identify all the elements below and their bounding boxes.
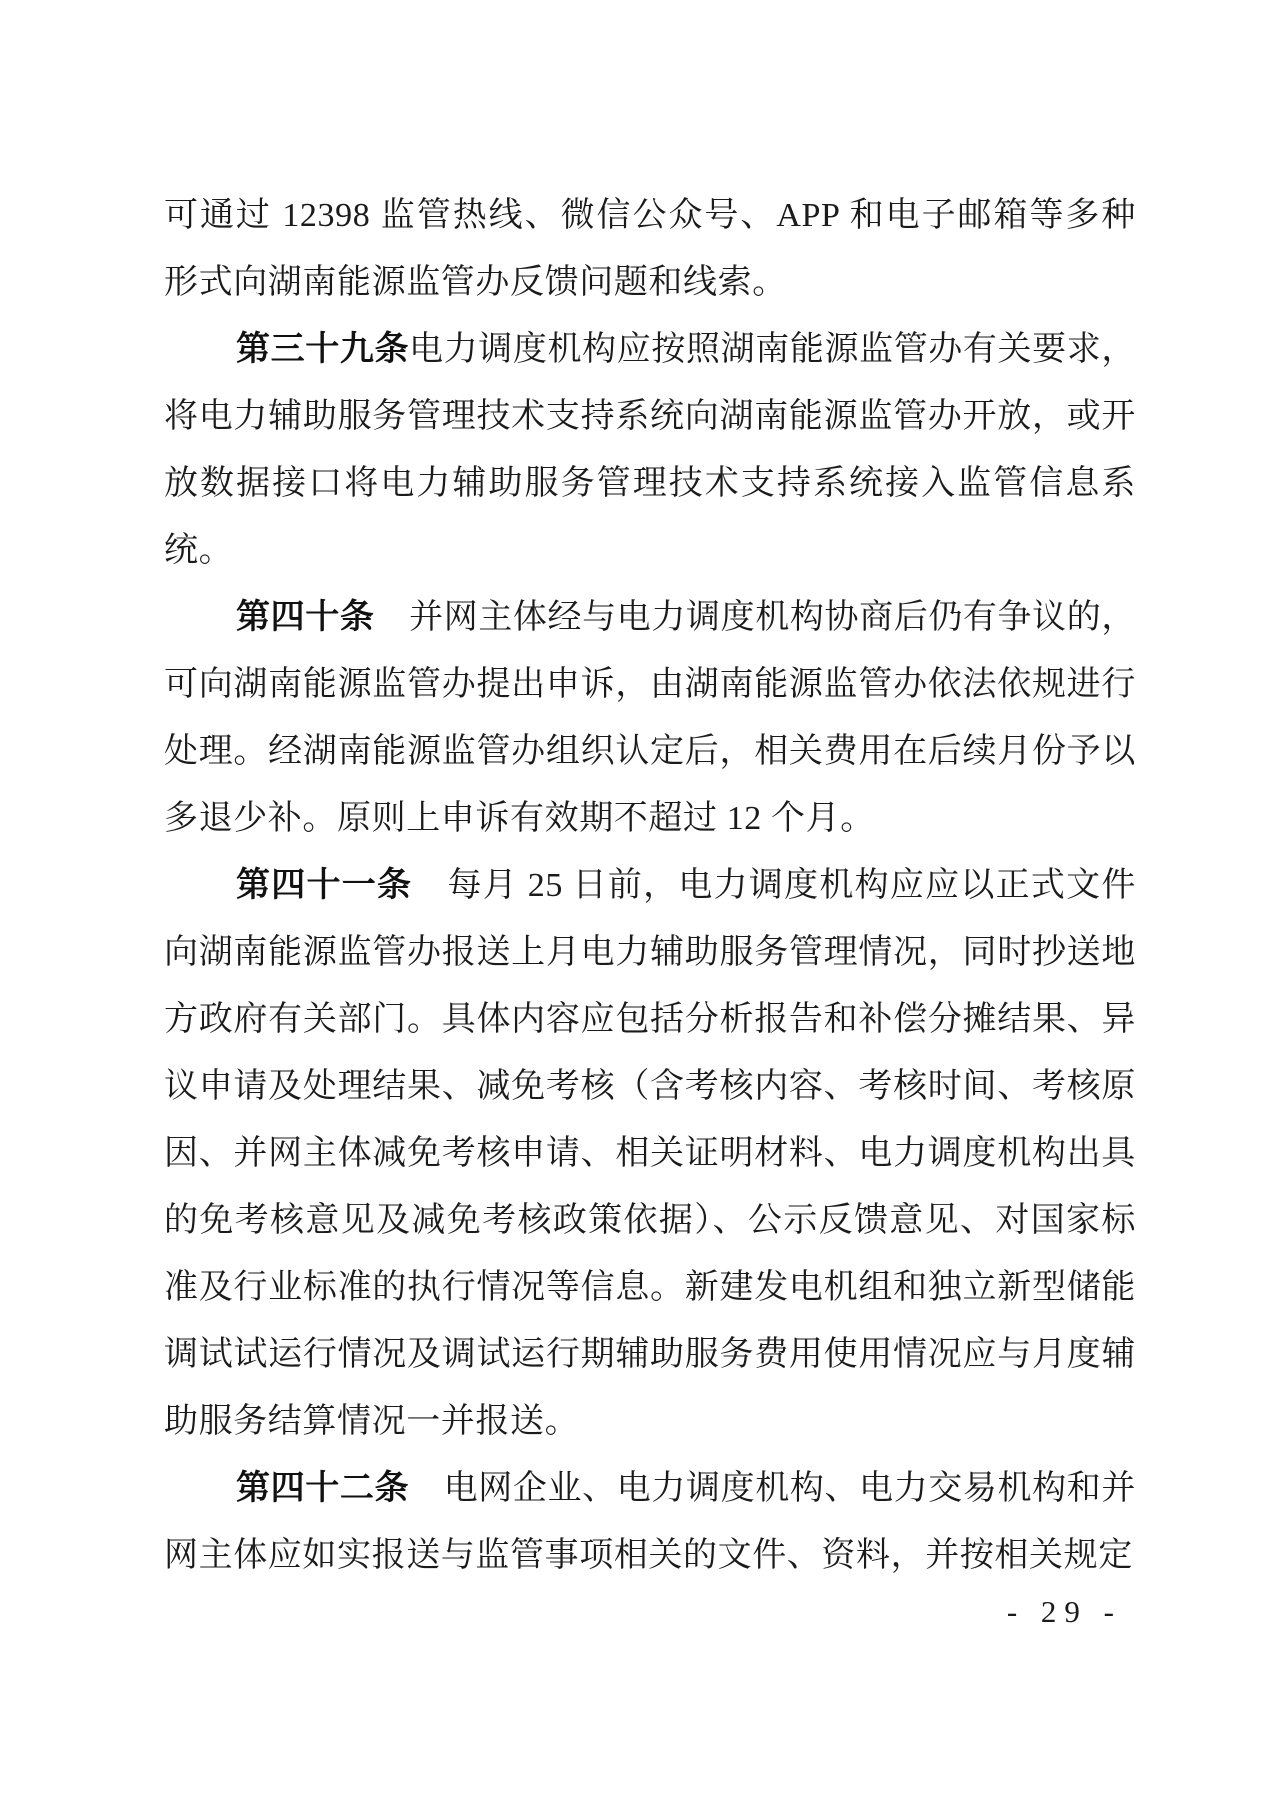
paragraph bbox=[164, 852, 1136, 1455]
paragraph bbox=[164, 584, 1136, 852]
paragraph-text: 电力调度机构应按照湖南能源监管办有关要求，将电力辅助服务管理技术支持系统向湖南能源监管办开放，或开放数据接口将电力辅助服务管理技术支持系统接入监管信息系统。 bbox=[164, 331, 1136, 569]
paragraph-text: 可通过 12398 监管热线、微信公众号、APP 和电子邮箱等多种形式向湖南能源监管办反馈问题和线索。 bbox=[164, 197, 1136, 301]
paragraph-text: 电网企业、电力调度机构、电力交易机构和并网主体应如实报送与监管事项相关的文件、资料，并按相关规定 bbox=[164, 1470, 1136, 1574]
article-number: 第四十一条 bbox=[236, 867, 413, 904]
article-number: 第三十九条 bbox=[236, 331, 410, 368]
paragraph bbox=[164, 182, 1136, 316]
page-number: - 29 - bbox=[1006, 1594, 1122, 1629]
document-content bbox=[164, 182, 1136, 1589]
paragraph-text: 每月 25 日前，电力调度机构应应以正式文件向湖南能源监管办报送上月电力辅助服务管理情况，同时抄送地方政府有关部门。具体内容应包括分析报告和补偿分摊结果、异议申请及处理结果、减免考核（含考核内容、考核时间、考核原因、并网主体减免考核申请、相关证明材料、电力调度机构出具的免考核意见及减免考核政策依据）、公示反馈意见、对国家标准及行业标准的执行情况等信息。新建发电机组和独立新型储能调试试运行情况及调试运行期辅助服务费用使用情况应与月度辅助服务结算情况一并报送。 bbox=[164, 867, 1136, 1440]
paragraph bbox=[164, 316, 1136, 584]
article-number: 第四十条 bbox=[236, 599, 375, 636]
article-number: 第四十二条 bbox=[236, 1470, 410, 1507]
paragraph bbox=[164, 1455, 1136, 1589]
paragraph-text: 并网主体经与电力调度机构协商后仍有争议的，可向湖南能源监管办提出申诉，由湖南能源监管办依法依规进行处理。经湖南能源监管办组织认定后，相关费用在后续月份予以多退少补。原则上申诉有效期不超过 12 个月。 bbox=[164, 599, 1136, 837]
